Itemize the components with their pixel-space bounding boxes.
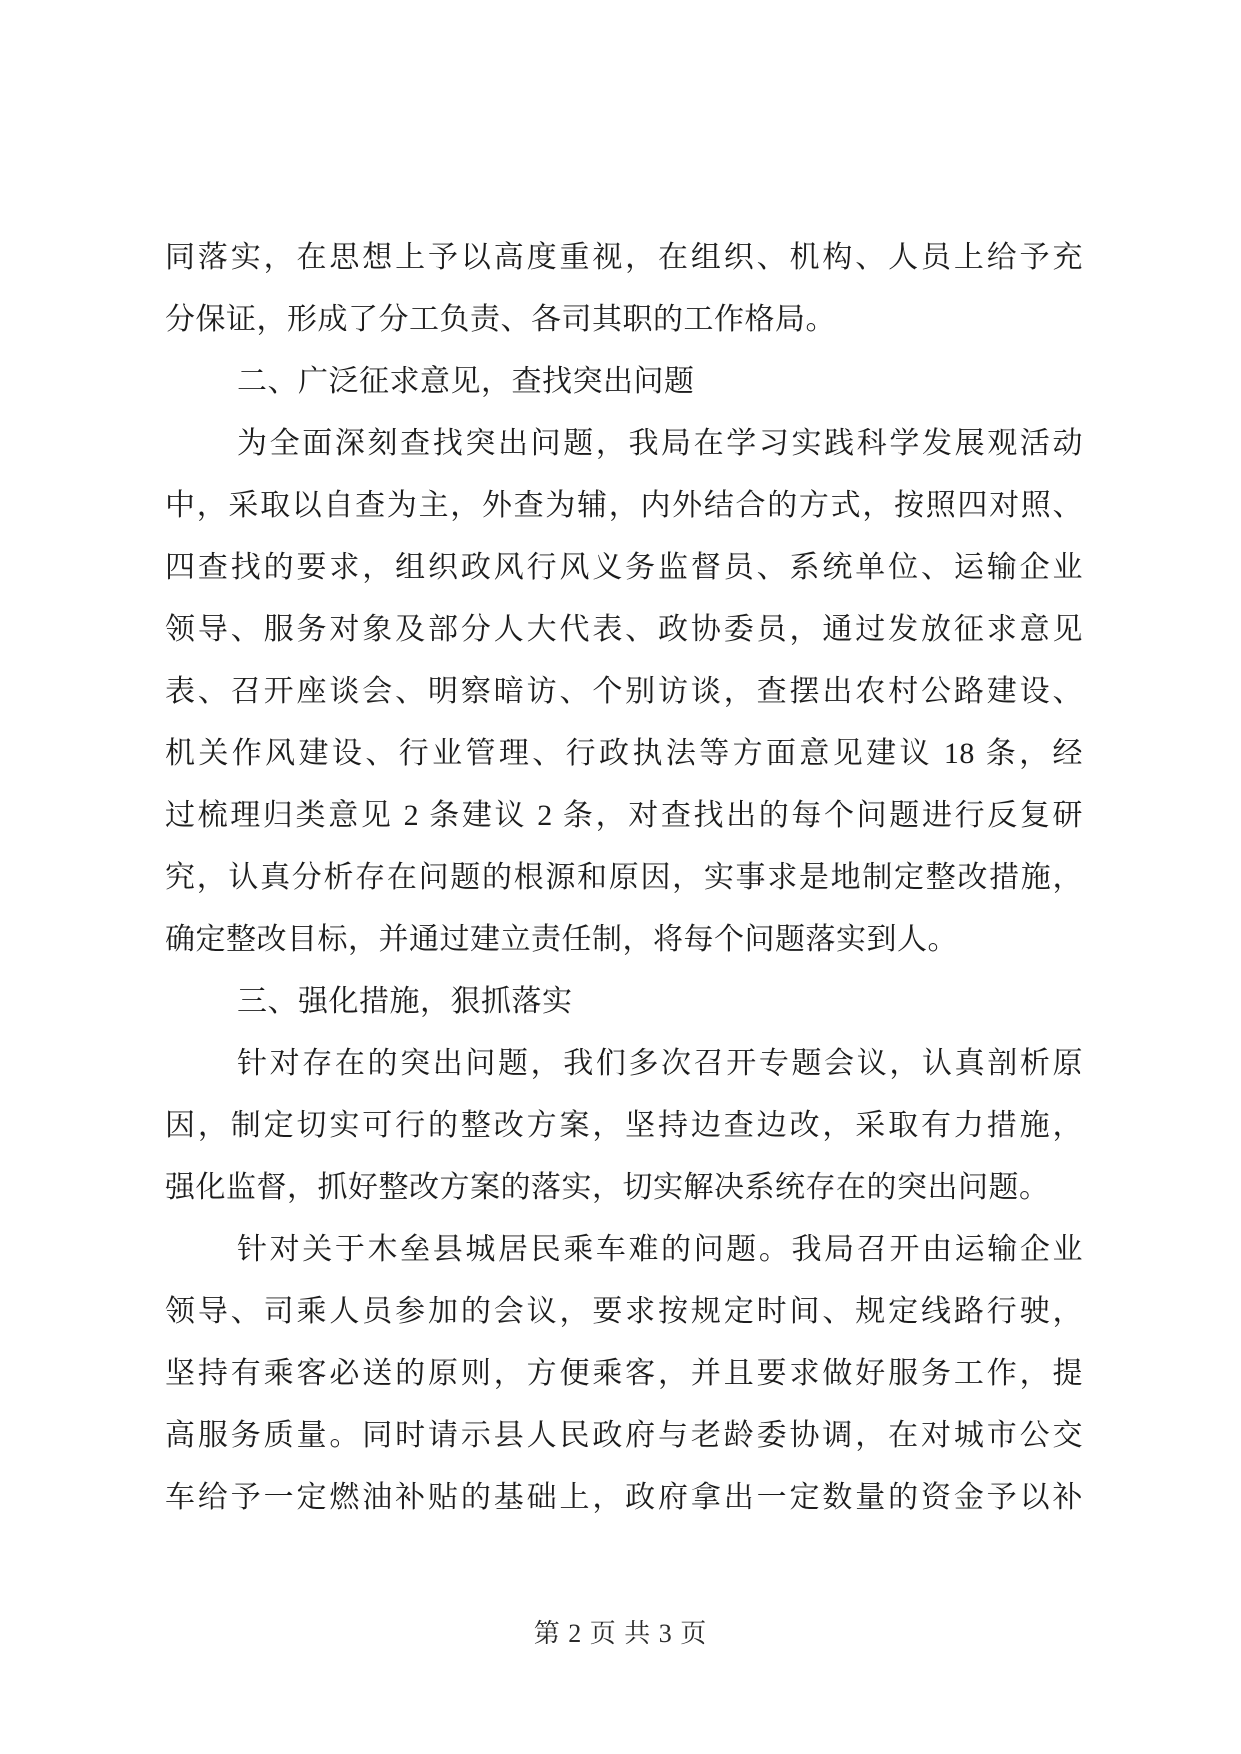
text-line: 中，采取以自查为主，外查为辅，内外结合的方式，按照四对照、 [165,489,1083,522]
text-line: 机关作风建设、行业管理、行政执法等方面意见建议 18 条，经 [165,737,1083,770]
text-line: 强化监督，抓好整改方案的落实，切实解决系统存在的突出问题。 [165,1171,1050,1204]
text-line: 三、强化措施，狠抓落实 [237,985,573,1018]
text-line: 为全面深刻查找突出问题，我局在学习实践科学发展观活动 [237,427,1083,460]
text-line: 同落实，在思想上予以高度重视，在组织、机构、人员上给予充 [165,241,1083,274]
text-line: 坚持有乘客必送的原则，方便乘客，并且要求做好服务工作，提 [165,1357,1083,1390]
page-footer [0,1618,1241,1650]
text-line: 针对存在的突出问题，我们多次召开专题会议，认真剖析原 [237,1047,1083,1080]
text-line: 四查找的要求，组织政风行风义务监督员、系统单位、运输企业 [165,551,1083,584]
text-line: 领导、司乘人员参加的会议，要求按规定时间、规定线路行驶， [165,1295,1083,1328]
document-body [165,227,1083,1529]
text-line: 因，制定切实可行的整改方案，坚持边查边改，采取有力措施， [165,1109,1083,1142]
text-line: 究，认真分析存在问题的根源和原因，实事求是地制定整改措施， [165,861,1083,894]
text-line: 表、召开座谈会、明察暗访、个别访谈，查摆出农村公路建设、 [165,675,1083,708]
text-line: 过梳理归类意见 2 条建议 2 条，对查找出的每个问题进行反复研 [165,799,1083,832]
text-line: 二、广泛征求意见，查找突出问题 [237,365,695,398]
text-line: 确定整改目标，并通过建立责任制，将每个问题落实到人。 [165,923,958,956]
page-number-label: 第 2 页 共 3 页 [533,1619,708,1648]
text-line: 车给予一定燃油补贴的基础上，政府拿出一定数量的资金予以补 [165,1481,1083,1514]
text-line: 针对关于木垒县城居民乘车难的问题。我局召开由运输企业 [237,1233,1083,1266]
text-line: 分保证，形成了分工负责、各司其职的工作格局。 [165,303,836,336]
text-line: 高服务质量。同时请示县人民政府与老龄委协调，在对城市公交 [165,1419,1083,1452]
text-line: 领导、服务对象及部分人大代表、政协委员，通过发放征求意见 [165,613,1083,646]
